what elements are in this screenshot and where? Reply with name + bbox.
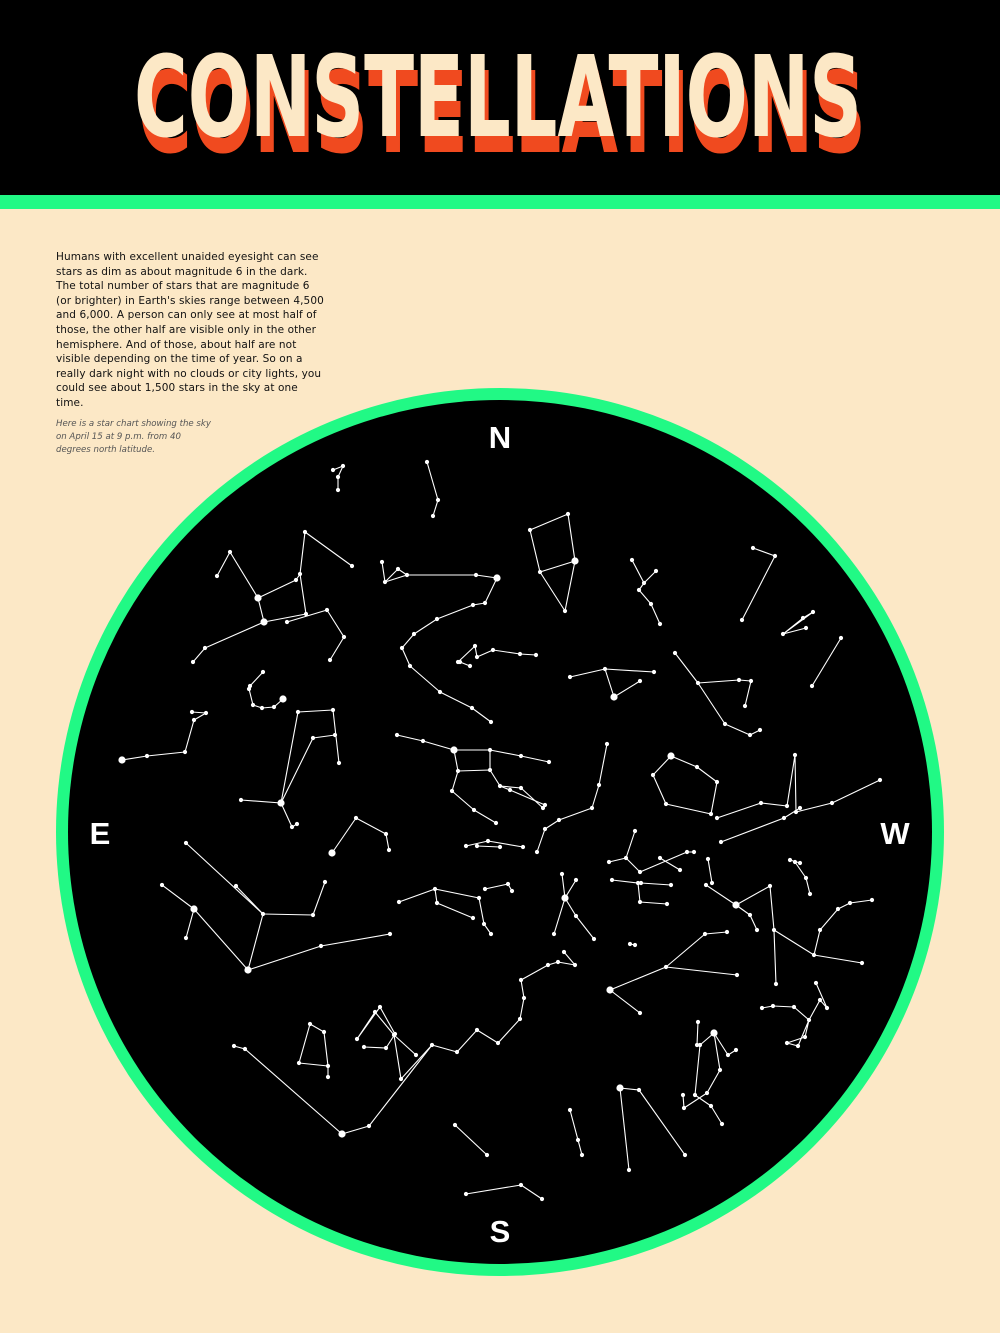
- star: [574, 878, 578, 882]
- star: [669, 883, 673, 887]
- star: [573, 963, 577, 967]
- star: [396, 567, 400, 571]
- star: [295, 822, 299, 826]
- star: [798, 806, 802, 810]
- star: [825, 1006, 829, 1010]
- star: [323, 880, 327, 884]
- star: [794, 810, 798, 814]
- star: [488, 768, 492, 772]
- star: [308, 1022, 312, 1026]
- star: [685, 850, 689, 854]
- star: [878, 778, 882, 782]
- star: [801, 616, 805, 620]
- star: [192, 718, 196, 722]
- star: [485, 1153, 489, 1157]
- star: [760, 1006, 764, 1010]
- star: [297, 1061, 301, 1065]
- compass-north: N: [488, 420, 512, 455]
- star: [518, 1017, 522, 1021]
- star: [518, 652, 522, 656]
- star: [576, 1138, 580, 1142]
- star: [665, 902, 669, 906]
- star: [782, 816, 786, 820]
- star: [414, 1053, 418, 1057]
- star: [473, 644, 477, 648]
- star: [350, 564, 354, 568]
- star: [325, 608, 329, 612]
- star: [651, 773, 655, 777]
- star: [243, 1047, 247, 1051]
- star: [755, 928, 759, 932]
- star: [639, 881, 643, 885]
- star: [160, 883, 164, 887]
- star: [793, 753, 797, 757]
- intro-paragraph: Humans with excellent unaided eyesight can see stars as dim as about magnitude 6 in the dark. The total number of stars that are magnitude 6 (or brighter) in Earth's skies range between 4,500 and 6,000. A person can only see at most half of those, the other half are visible only in the other hemisphere. And of those, about half are not visible depending on the time of year. So on a really dark night with no clouds or city lights, you could see about 1,500 stars in the sky at one time.: [56, 251, 324, 409]
- star: [331, 468, 335, 472]
- star: [848, 901, 852, 905]
- star: [248, 684, 252, 688]
- star: [472, 808, 476, 812]
- star: [758, 728, 762, 732]
- star: [367, 1124, 371, 1128]
- star: [355, 1037, 359, 1041]
- star: [232, 1044, 236, 1048]
- star: [715, 780, 719, 784]
- star: [633, 943, 637, 947]
- star: [491, 648, 495, 652]
- star: [696, 1020, 700, 1024]
- star: [667, 752, 674, 759]
- star: [543, 803, 547, 807]
- star: [436, 498, 440, 502]
- star: [430, 1043, 434, 1047]
- star: [552, 932, 556, 936]
- star: [234, 884, 238, 888]
- star: [333, 733, 337, 737]
- star: [471, 603, 475, 607]
- star: [726, 1053, 730, 1057]
- star: [519, 1183, 523, 1187]
- star: [464, 1192, 468, 1196]
- compass-south: S: [489, 1214, 511, 1249]
- star: [489, 720, 493, 724]
- star: [251, 703, 255, 707]
- star: [387, 848, 391, 852]
- star: [818, 998, 822, 1002]
- star: [435, 901, 439, 905]
- star: [190, 710, 194, 714]
- star: [630, 558, 634, 562]
- star: [395, 733, 399, 737]
- star: [839, 636, 843, 640]
- star: [331, 708, 335, 712]
- star: [715, 816, 719, 820]
- star: [568, 1108, 572, 1112]
- star: [239, 798, 243, 802]
- star: [592, 937, 596, 941]
- star: [568, 675, 572, 679]
- star: [628, 942, 632, 946]
- star: [184, 936, 188, 940]
- star: [748, 733, 752, 737]
- star: [566, 512, 570, 516]
- star: [399, 1077, 403, 1081]
- star: [610, 693, 617, 700]
- star: [412, 632, 416, 636]
- star: [498, 784, 502, 788]
- star: [338, 1130, 345, 1137]
- star: [483, 887, 487, 891]
- star: [506, 882, 510, 886]
- star: [803, 1035, 807, 1039]
- star: [560, 872, 564, 876]
- star: [254, 594, 261, 601]
- star: [785, 804, 789, 808]
- star: [203, 646, 207, 650]
- star: [538, 570, 542, 574]
- star: [603, 667, 607, 671]
- star: [191, 660, 195, 664]
- star: [638, 1011, 642, 1015]
- star: [785, 1041, 789, 1045]
- star: [743, 704, 747, 708]
- star: [477, 896, 481, 900]
- star: [772, 928, 776, 932]
- star: [725, 930, 729, 934]
- star: [342, 635, 346, 639]
- star: [244, 966, 251, 973]
- star: [734, 1048, 738, 1052]
- star: [408, 664, 412, 668]
- star: [303, 530, 307, 534]
- star: [798, 861, 802, 865]
- star: [190, 905, 197, 912]
- star: [692, 850, 696, 854]
- star: [272, 705, 276, 709]
- star: [388, 932, 392, 936]
- star: [296, 710, 300, 714]
- star: [720, 1122, 724, 1126]
- star: [673, 651, 677, 655]
- star: [607, 860, 611, 864]
- star: [547, 760, 551, 764]
- star: [118, 756, 125, 763]
- star: [535, 850, 539, 854]
- star: [475, 655, 479, 659]
- star: [709, 1104, 713, 1108]
- star: [510, 889, 514, 893]
- star: [664, 802, 668, 806]
- star: [574, 914, 578, 918]
- star: [261, 670, 265, 674]
- star: [771, 1004, 775, 1008]
- star: [759, 801, 763, 805]
- star: [521, 845, 525, 849]
- star: [807, 1018, 811, 1022]
- star: [298, 572, 302, 576]
- star: [488, 748, 492, 752]
- star: [860, 961, 864, 965]
- star: [556, 960, 560, 964]
- star: [215, 574, 219, 578]
- star: [373, 1010, 377, 1014]
- star: [311, 913, 315, 917]
- star: [637, 1088, 641, 1092]
- star: [519, 754, 523, 758]
- star: [400, 646, 404, 650]
- star: [519, 978, 523, 982]
- star: [808, 892, 812, 896]
- star: [433, 887, 437, 891]
- star: [658, 856, 662, 860]
- star: [311, 736, 315, 740]
- star: [475, 1028, 479, 1032]
- star: [380, 560, 384, 564]
- star: [638, 679, 642, 683]
- star: [322, 1030, 326, 1034]
- star: [830, 801, 834, 805]
- star: [773, 554, 777, 558]
- star: [637, 588, 641, 592]
- star: [383, 580, 387, 584]
- star: [698, 1043, 702, 1047]
- star: [546, 963, 550, 967]
- star: [279, 695, 286, 702]
- star: [810, 684, 814, 688]
- star: [405, 573, 409, 577]
- star: [534, 653, 538, 657]
- star: [456, 769, 460, 773]
- star: [793, 860, 797, 864]
- star: [814, 981, 818, 985]
- star: [453, 1123, 457, 1127]
- star: [468, 664, 472, 668]
- sky-disk: [68, 400, 932, 1264]
- star: [723, 722, 727, 726]
- star: [450, 746, 457, 753]
- star: [812, 953, 816, 957]
- star: [811, 610, 815, 614]
- star: [498, 845, 502, 849]
- star: [494, 821, 498, 825]
- star: [378, 1005, 382, 1009]
- star: [768, 884, 772, 888]
- star: [664, 965, 668, 969]
- star: [709, 812, 713, 816]
- star: [260, 706, 264, 710]
- compass-east: E: [89, 816, 111, 851]
- star: [682, 1106, 686, 1110]
- star: [290, 825, 294, 829]
- star: [393, 1032, 397, 1036]
- star: [633, 829, 637, 833]
- star: [710, 1029, 717, 1036]
- star: [649, 602, 653, 606]
- star: [384, 1046, 388, 1050]
- star: [496, 1041, 500, 1045]
- star: [184, 841, 188, 845]
- star: [804, 626, 808, 630]
- star: [482, 922, 486, 926]
- star: [563, 609, 567, 613]
- star: [336, 475, 340, 479]
- star: [431, 514, 435, 518]
- star: [751, 546, 755, 550]
- star: [624, 856, 628, 860]
- chart-caption: Here is a star chart showing the sky on April 15 at 9 p.m. from 40 degrees north latitude.: [56, 419, 211, 455]
- star: [319, 944, 323, 948]
- star: [818, 928, 822, 932]
- star: [508, 788, 512, 792]
- star: [337, 761, 341, 765]
- star: [261, 912, 265, 916]
- star: [703, 932, 707, 936]
- star-chart: [0, 380, 1000, 1290]
- star: [590, 806, 594, 810]
- title-shadow: CONSTELLATIONS: [138, 49, 866, 179]
- star: [486, 839, 490, 843]
- star: [328, 849, 335, 856]
- star: [836, 907, 840, 911]
- star: [737, 678, 741, 682]
- star: [277, 799, 284, 806]
- star: [740, 618, 744, 622]
- star: [464, 844, 468, 848]
- star: [654, 569, 658, 573]
- star: [260, 618, 267, 625]
- star: [557, 818, 561, 822]
- star: [540, 1197, 544, 1201]
- star: [435, 617, 439, 621]
- star: [421, 739, 425, 743]
- star: [652, 670, 656, 674]
- star: [483, 601, 487, 605]
- star: [354, 816, 358, 820]
- star: [425, 460, 429, 464]
- star: [616, 1084, 623, 1091]
- star: [681, 1093, 685, 1097]
- star: [474, 573, 478, 577]
- star: [732, 901, 739, 908]
- star: [561, 894, 568, 901]
- star: [704, 883, 708, 887]
- star: [705, 1091, 709, 1095]
- star: [749, 679, 753, 683]
- star: [471, 916, 475, 920]
- star: [328, 658, 332, 662]
- star: [438, 690, 442, 694]
- star: [228, 550, 232, 554]
- star: [870, 898, 874, 902]
- star: [543, 827, 547, 831]
- star: [788, 858, 792, 862]
- star: [683, 1153, 687, 1157]
- star: [397, 900, 401, 904]
- star: [804, 876, 808, 880]
- star: [580, 1153, 584, 1157]
- star: [710, 881, 714, 885]
- star: [658, 622, 662, 626]
- star: [627, 1168, 631, 1172]
- star: [183, 750, 187, 754]
- star: [597, 783, 601, 787]
- star: [774, 982, 778, 986]
- star: [326, 1064, 330, 1068]
- star: [522, 996, 526, 1000]
- star: [605, 742, 609, 746]
- compass-west: W: [880, 816, 910, 851]
- page-title: CONSTELLATIONS: [134, 33, 862, 163]
- star: [475, 844, 479, 848]
- star: [326, 1075, 330, 1079]
- star: [455, 1050, 459, 1054]
- star: [362, 1045, 366, 1049]
- star: [458, 660, 462, 664]
- star: [528, 528, 532, 532]
- star: [792, 1005, 796, 1009]
- header-accent-stripe: [0, 195, 1000, 209]
- star: [638, 900, 642, 904]
- star: [748, 913, 752, 917]
- star: [718, 1068, 722, 1072]
- star: [562, 950, 566, 954]
- star: [341, 464, 345, 468]
- star: [145, 754, 149, 758]
- star: [606, 986, 613, 993]
- star: [204, 711, 208, 715]
- star: [642, 581, 646, 585]
- star: [695, 765, 699, 769]
- star: [493, 574, 500, 581]
- star: [696, 681, 700, 685]
- star: [304, 612, 308, 616]
- star: [735, 973, 739, 977]
- star: [678, 868, 682, 872]
- star: [638, 870, 642, 874]
- star: [796, 1044, 800, 1048]
- star: [470, 706, 474, 710]
- star: [610, 878, 614, 882]
- star: [336, 488, 340, 492]
- star: [450, 789, 454, 793]
- star: [489, 932, 493, 936]
- title-graphic: [0, 0, 1000, 195]
- header-band: [0, 0, 1000, 195]
- star: [781, 632, 785, 636]
- star: [571, 557, 578, 564]
- star: [693, 1093, 697, 1097]
- star: [519, 786, 523, 790]
- star: [285, 620, 289, 624]
- star: [294, 578, 298, 582]
- star: [384, 832, 388, 836]
- star: [706, 857, 710, 861]
- star: [719, 840, 723, 844]
